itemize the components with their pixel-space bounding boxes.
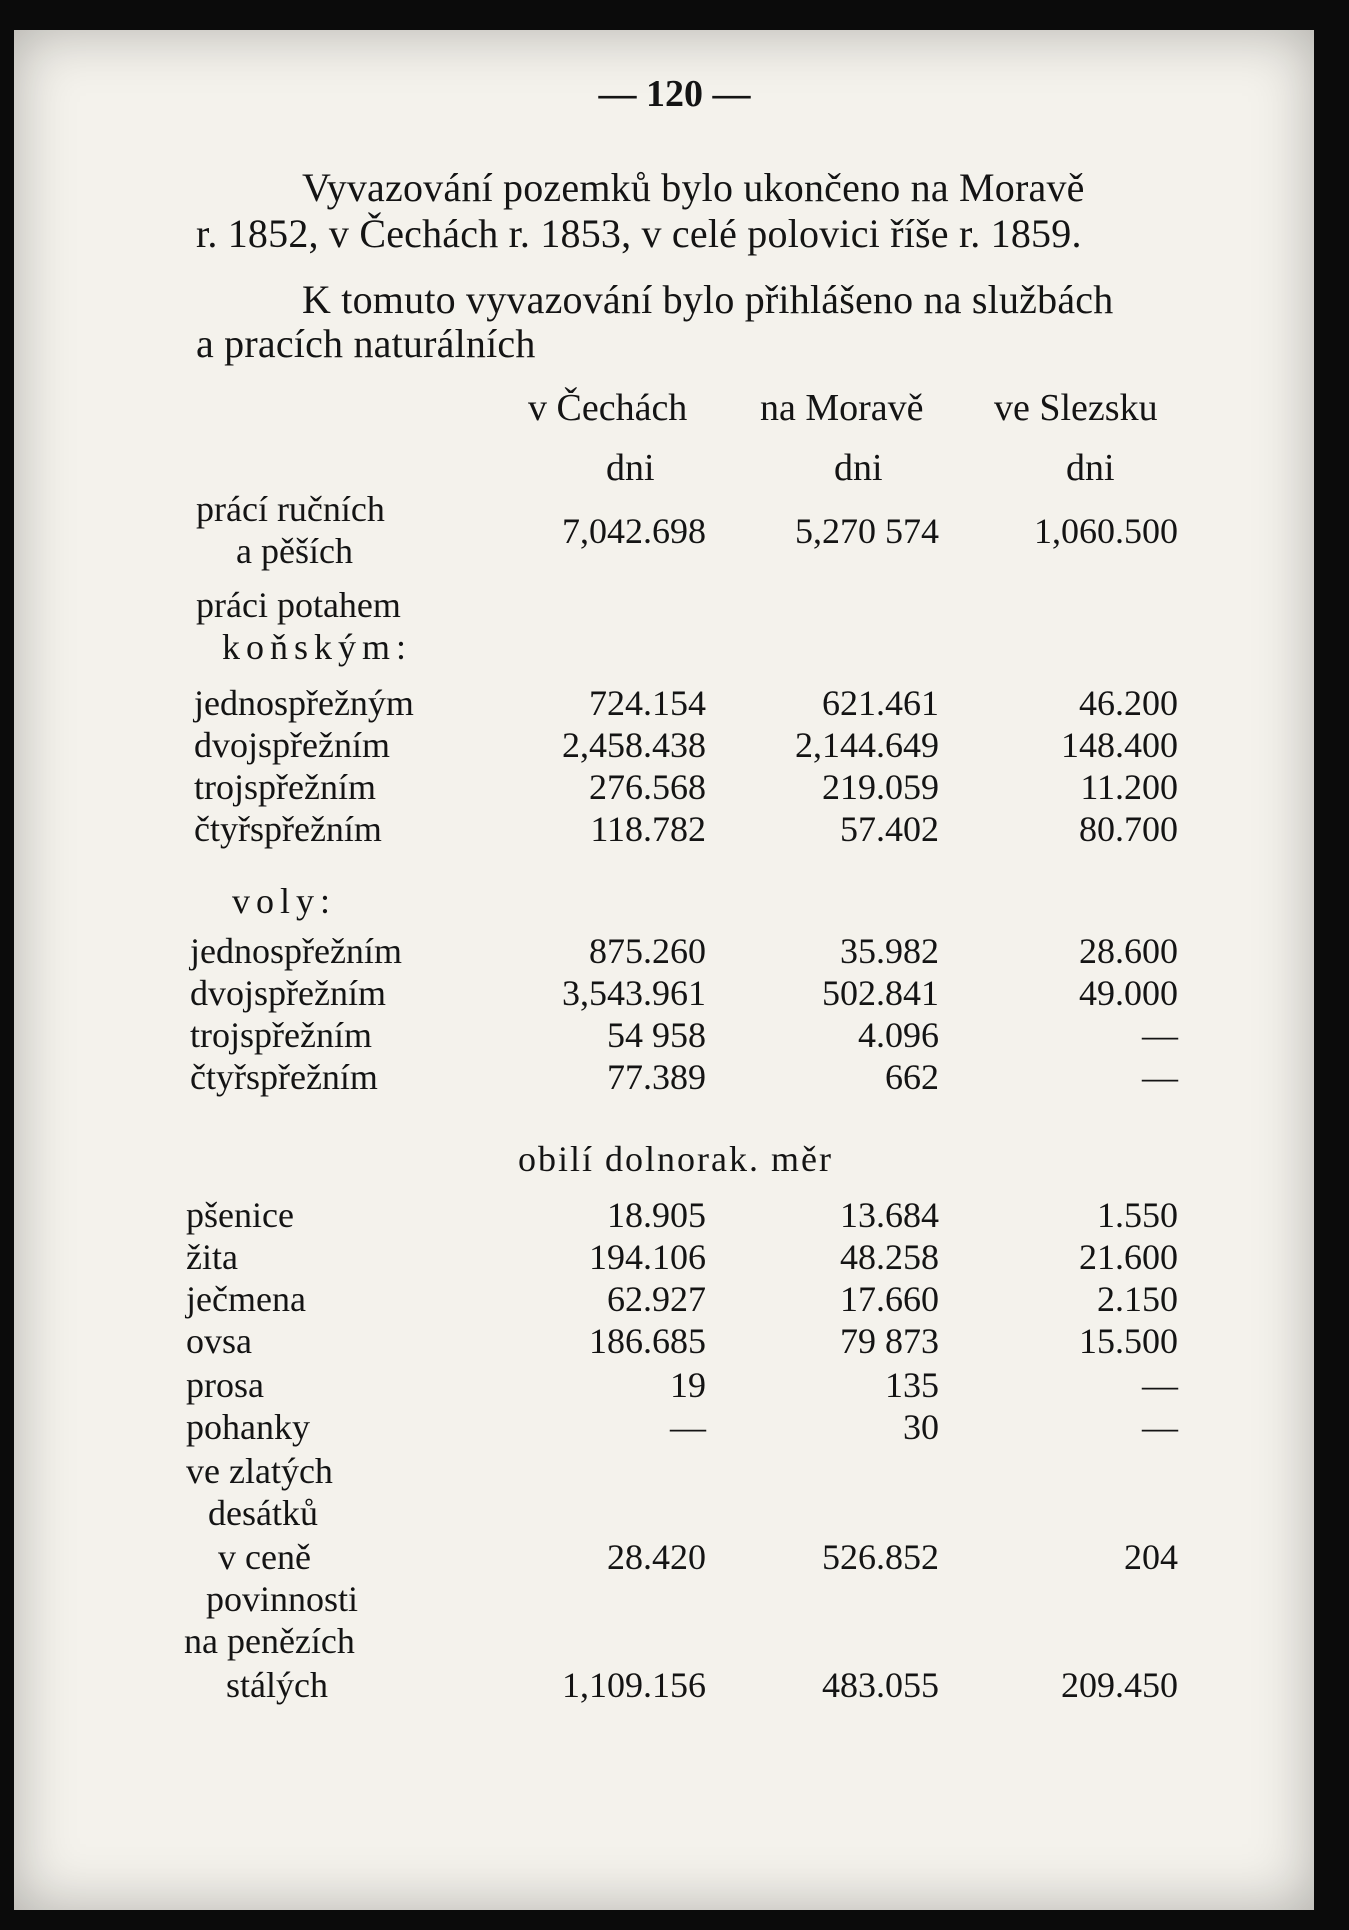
cell-morava: 13.684 xyxy=(840,1195,939,1235)
cell-cechy: 724.154 xyxy=(589,683,706,723)
cell-slezsko: 2.150 xyxy=(1097,1279,1178,1319)
cell-morava: 48.258 xyxy=(840,1237,939,1277)
row-label: pšenice xyxy=(186,1195,294,1235)
section-heading-oxen: voly: xyxy=(232,881,337,921)
cell-morava: 30 xyxy=(903,1407,939,1447)
row-label-cont: stálých xyxy=(226,1665,328,1705)
row-label: prosa xyxy=(186,1365,264,1405)
cell-morava: 219.059 xyxy=(822,767,939,807)
cell-morava: 2,144.649 xyxy=(795,725,939,765)
row-label: trojspřežním xyxy=(194,767,376,807)
cell-cechy: 18.905 xyxy=(607,1195,706,1235)
cell-cechy: — xyxy=(670,1407,706,1447)
row-label: prácí ručních xyxy=(196,489,385,529)
intro-line-1: Vyvazování pozemků bylo ukončeno na Moravě xyxy=(302,165,1085,210)
cell-slezsko: — xyxy=(1142,1057,1178,1097)
intro-line-4: a pracích naturálních xyxy=(196,321,536,366)
cell-slezsko: 46.200 xyxy=(1079,683,1178,723)
section-heading-horse-cont: koňským: xyxy=(222,627,413,667)
row-label: ječmena xyxy=(186,1279,306,1319)
cell-cechy: 194.106 xyxy=(589,1237,706,1277)
column-header-morava: na Moravě xyxy=(760,387,924,429)
cell-slezsko: 80.700 xyxy=(1079,809,1178,849)
cell-slezsko: — xyxy=(1142,1365,1178,1405)
cell-morava: 5,270 574 xyxy=(795,511,939,551)
cell-cechy: 276.568 xyxy=(589,767,706,807)
row-label: čtyřspřežním xyxy=(194,809,382,849)
row-label-cont: desátků xyxy=(208,1493,318,1533)
cell-slezsko: 21.600 xyxy=(1079,1237,1178,1277)
cell-slezsko: 148.400 xyxy=(1061,725,1178,765)
cell-slezsko: 204 xyxy=(1124,1537,1178,1577)
cell-morava: 35.982 xyxy=(840,931,939,971)
intro-line-3: K tomuto vyvazování bylo přihlášeno na službách xyxy=(302,277,1114,322)
cell-cechy: 54 958 xyxy=(607,1015,706,1055)
cell-cechy: 19 xyxy=(670,1365,706,1405)
row-label-cont: a pěších xyxy=(236,531,353,571)
row-label: dvojspřežním xyxy=(190,973,386,1013)
cell-slezsko: — xyxy=(1142,1407,1178,1447)
column-unit-morava: dni xyxy=(834,447,883,489)
row-label: jednospřežním xyxy=(190,931,402,971)
column-unit-cechy: dni xyxy=(606,447,655,489)
intro-line-2: r. 1852, v Čechách r. 1853, v celé polovici říše r. 1859. xyxy=(196,211,1082,256)
row-label: povinnosti xyxy=(206,1579,359,1619)
row-label: jednospřežným xyxy=(194,683,414,723)
cell-cechy: 3,543.961 xyxy=(562,973,706,1013)
cell-cechy: 28.420 xyxy=(607,1537,706,1577)
cell-slezsko: 49.000 xyxy=(1079,973,1178,1013)
cell-morava: 57.402 xyxy=(840,809,939,849)
row-label-cont: v ceně xyxy=(218,1537,311,1577)
cell-morava: 502.841 xyxy=(822,973,939,1013)
row-label: trojspřežním xyxy=(190,1015,372,1055)
cell-slezsko: 1.550 xyxy=(1097,1195,1178,1235)
row-label: pohanky xyxy=(186,1407,310,1447)
cell-slezsko: 15.500 xyxy=(1079,1321,1178,1361)
cell-slezsko: 11.200 xyxy=(1080,767,1178,807)
cell-slezsko: 209.450 xyxy=(1061,1665,1178,1705)
column-header-cechy: v Čechách xyxy=(528,387,688,429)
cell-cechy: 62.927 xyxy=(607,1279,706,1319)
cell-morava: 135 xyxy=(885,1365,939,1405)
column-header-slezsko: ve Slezsku xyxy=(994,387,1158,429)
cell-cechy: 875.260 xyxy=(589,931,706,971)
cell-cechy: 1,109.156 xyxy=(562,1665,706,1705)
page-number: — 120 — xyxy=(598,73,751,115)
section-heading-horse: práci potahem xyxy=(196,585,401,625)
cell-morava: 621.461 xyxy=(822,683,939,723)
cell-morava: 662 xyxy=(885,1057,939,1097)
section-heading-grain: obilí dolnorak. měr xyxy=(518,1139,833,1179)
row-label: žita xyxy=(186,1237,238,1277)
row-label-cont: na penězích xyxy=(184,1621,355,1661)
cell-cechy: 118.782 xyxy=(590,809,706,849)
cell-morava: 526.852 xyxy=(822,1537,939,1577)
book-spine-shadow xyxy=(1314,0,1349,1930)
cell-morava: 79 873 xyxy=(840,1321,939,1361)
cell-slezsko: — xyxy=(1142,1015,1178,1055)
row-label: dvojspřežním xyxy=(194,725,390,765)
cell-slezsko: 1,060.500 xyxy=(1034,511,1178,551)
cell-morava: 4.096 xyxy=(858,1015,939,1055)
cell-cechy: 186.685 xyxy=(589,1321,706,1361)
row-label: ovsa xyxy=(186,1321,252,1361)
row-label: čtyřspřežním xyxy=(190,1057,378,1097)
cell-morava: 17.660 xyxy=(840,1279,939,1319)
cell-cechy: 7,042.698 xyxy=(562,511,706,551)
column-unit-slezsko: dni xyxy=(1066,447,1115,489)
cell-slezsko: 28.600 xyxy=(1079,931,1178,971)
cell-cechy: 2,458.438 xyxy=(562,725,706,765)
row-label: ve zlatých xyxy=(186,1451,333,1491)
cell-morava: 483.055 xyxy=(822,1665,939,1705)
cell-cechy: 77.389 xyxy=(607,1057,706,1097)
